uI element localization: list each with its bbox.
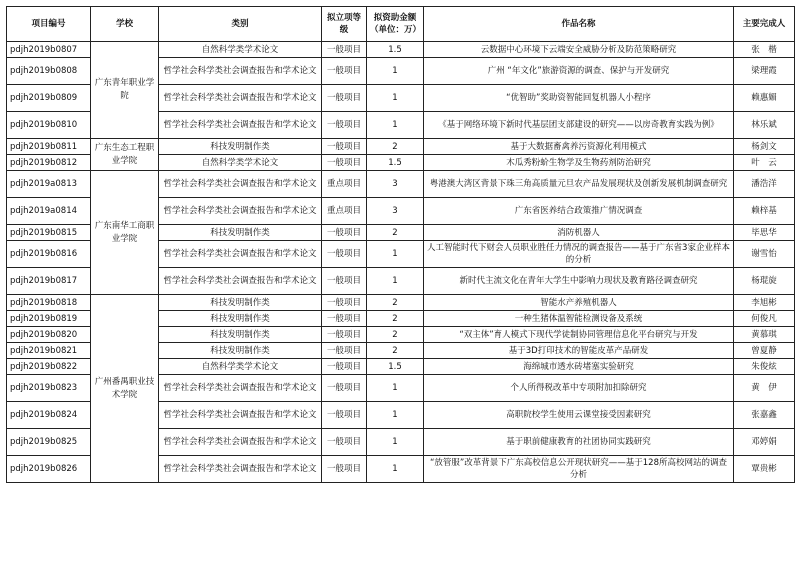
project-amount: 1.5 [367,42,424,58]
project-person: 邓婷娟 [734,429,795,456]
project-id: pdjh2019a0814 [7,198,91,225]
project-level: 一般项目 [322,327,367,343]
header-type: 类别 [159,7,322,42]
project-id: pdjh2019b0823 [7,375,91,402]
header-school: 学校 [91,7,159,42]
header-person: 主要完成人 [734,7,795,42]
project-amount: 2 [367,311,424,327]
project-amount: 3 [367,198,424,225]
project-name: 新时代主流文化在青年大学生中影响力现状及教育路径调查研究 [424,268,734,295]
project-name: 智能水产养殖机器人 [424,295,734,311]
project-amount: 1.5 [367,359,424,375]
project-name: 木瓜秀粉蚧生物学及生物药剂防治研究 [424,155,734,171]
project-type: 自然科学类学术论文 [159,359,322,375]
project-person: 黄 伊 [734,375,795,402]
project-name: 海绵城市透水砖堵塞实验研究 [424,359,734,375]
project-type: 哲学社会科学类社会调查报告和学术论文 [159,268,322,295]
project-id: pdjh2019b0812 [7,155,91,171]
project-level: 一般项目 [322,58,367,85]
project-type: 哲学社会科学类社会调查报告和学术论文 [159,198,322,225]
project-name: 粤港澳大湾区背景下珠三角高质量元旦农产品发展现状及创新发展机制调查研究 [424,171,734,198]
project-id: pdjh2019b0808 [7,58,91,85]
project-level: 一般项目 [322,429,367,456]
project-person: 杨剑文 [734,139,795,155]
project-name: 一种生猪体温智能检测设备及系统 [424,311,734,327]
project-type: 哲学社会科学类社会调查报告和学术论文 [159,58,322,85]
project-person: 曾夏静 [734,343,795,359]
project-name: 基于大数据畜禽养污资源化利用模式 [424,139,734,155]
header-id: 项目编号 [7,7,91,42]
project-person: 张 楷 [734,42,795,58]
project-type: 科技发明制作类 [159,295,322,311]
project-type: 科技发明制作类 [159,311,322,327]
project-level: 重点项目 [322,171,367,198]
project-name: 消防机器人 [424,225,734,241]
project-level: 一般项目 [322,112,367,139]
project-name: “放管服”改革背景下广东高校信息公开现状研究——基于128所高校网站的调查分析 [424,456,734,483]
project-amount: 3 [367,171,424,198]
header-amount: 拟资助金额（单位：万） [367,7,424,42]
project-id: pdjh2019b0824 [7,402,91,429]
school-cell: 广东生态工程职业学院 [91,139,159,171]
project-type: 科技发明制作类 [159,139,322,155]
project-amount: 1 [367,429,424,456]
project-type: 哲学社会科学类社会调查报告和学术论文 [159,112,322,139]
project-level: 一般项目 [322,139,367,155]
project-person: 覃贵彬 [734,456,795,483]
project-level: 一般项目 [322,359,367,375]
project-id: pdjh2019b0819 [7,311,91,327]
header-row [7,7,795,42]
project-name: 个人所得税改革中专项附加扣除研究 [424,375,734,402]
project-amount: 1 [367,241,424,268]
table-row [7,139,795,155]
project-level: 一般项目 [322,241,367,268]
header-level: 拟立项等级 [322,7,367,42]
project-amount: 2 [367,327,424,343]
project-person: 林乐斌 [734,112,795,139]
project-level: 一般项目 [322,268,367,295]
project-level: 一般项目 [322,343,367,359]
project-level: 重点项目 [322,198,367,225]
project-amount: 2 [367,225,424,241]
project-type: 哲学社会科学类社会调查报告和学术论文 [159,85,322,112]
school-cell: 广东南华工商职业学院 [91,171,159,295]
project-person: 黄慕琪 [734,327,795,343]
project-name: 高职院校学生使用云课堂接受因素研究 [424,402,734,429]
project-person: 毕思华 [734,225,795,241]
project-amount: 1 [367,402,424,429]
project-person: 张嘉鑫 [734,402,795,429]
project-name: “优智助”奖助资智能回复机器人小程序 [424,85,734,112]
project-person: 杨琨旋 [734,268,795,295]
project-level: 一般项目 [322,85,367,112]
project-amount: 2 [367,295,424,311]
project-amount: 1.5 [367,155,424,171]
project-name: 基于职前健康教育的社团协同实践研究 [424,429,734,456]
project-type: 哲学社会科学类社会调查报告和学术论文 [159,429,322,456]
project-id: pdjh2019b0809 [7,85,91,112]
project-name: 广州 “年文化”旅游资源的调查、保护与开发研究 [424,58,734,85]
header-name: 作品名称 [424,7,734,42]
project-type: 哲学社会科学类社会调查报告和学术论文 [159,402,322,429]
project-amount: 1 [367,58,424,85]
project-name: 广东省医养结合政策推广情况调查 [424,198,734,225]
school-cell: 广东青年职业学院 [91,42,159,139]
table-row [7,295,795,311]
project-person: 梁理霞 [734,58,795,85]
project-id: pdjh2019b0826 [7,456,91,483]
project-person: 李旭彬 [734,295,795,311]
project-level: 一般项目 [322,375,367,402]
project-type: 科技发明制作类 [159,327,322,343]
project-person: 何俊凡 [734,311,795,327]
project-person: 潘浩洋 [734,171,795,198]
project-level: 一般项目 [322,155,367,171]
project-id: pdjh2019a0813 [7,171,91,198]
project-level: 一般项目 [322,311,367,327]
project-id: pdjh2019b0825 [7,429,91,456]
project-table [6,6,795,483]
project-person: 赖惠媚 [734,85,795,112]
project-id: pdjh2019b0815 [7,225,91,241]
project-id: pdjh2019b0822 [7,359,91,375]
project-type: 哲学社会科学类社会调查报告和学术论文 [159,171,322,198]
project-level: 一般项目 [322,402,367,429]
project-level: 一般项目 [322,225,367,241]
project-type: 科技发明制作类 [159,225,322,241]
project-id: pdjh2019b0807 [7,42,91,58]
table-row [7,42,795,58]
project-id: pdjh2019b0818 [7,295,91,311]
project-name: 基于3D打印技术的智能皮革产品研发 [424,343,734,359]
project-person: 朱俊炫 [734,359,795,375]
project-level: 一般项目 [322,456,367,483]
project-level: 一般项目 [322,42,367,58]
project-table-container [6,6,795,483]
project-id: pdjh2019b0816 [7,241,91,268]
project-type: 哲学社会科学类社会调查报告和学术论文 [159,241,322,268]
project-name: “双主体”育人模式下现代学徒制协同管理信息化平台研究与开发 [424,327,734,343]
project-type: 自然科学类学术论文 [159,155,322,171]
project-type: 科技发明制作类 [159,343,322,359]
project-amount: 2 [367,139,424,155]
project-amount: 1 [367,268,424,295]
project-name: 云数据中心环境下云端安全威胁分析及防范策略研究 [424,42,734,58]
project-amount: 2 [367,343,424,359]
project-id: pdjh2019b0811 [7,139,91,155]
project-amount: 1 [367,112,424,139]
project-id: pdjh2019b0820 [7,327,91,343]
project-id: pdjh2019b0817 [7,268,91,295]
project-amount: 1 [367,85,424,112]
project-id: pdjh2019b0821 [7,343,91,359]
project-person: 赖梓基 [734,198,795,225]
project-amount: 1 [367,375,424,402]
project-type: 哲学社会科学类社会调查报告和学术论文 [159,375,322,402]
project-level: 一般项目 [322,295,367,311]
project-person: 谢雪怡 [734,241,795,268]
project-type: 哲学社会科学类社会调查报告和学术论文 [159,456,322,483]
project-type: 自然科学类学术论文 [159,42,322,58]
school-cell: 广州番禺职业技术学院 [91,295,159,483]
project-id: pdjh2019b0810 [7,112,91,139]
project-name: 《基于网络环境下新时代基层团支部建设的研究——以房奇教育实践为例》 [424,112,734,139]
project-amount: 1 [367,456,424,483]
project-person: 叶 云 [734,155,795,171]
table-row [7,171,795,198]
project-name: 人工智能时代下财会人员职业胜任力情况的调查报告——基于广东省3家企业样本的分析 [424,241,734,268]
